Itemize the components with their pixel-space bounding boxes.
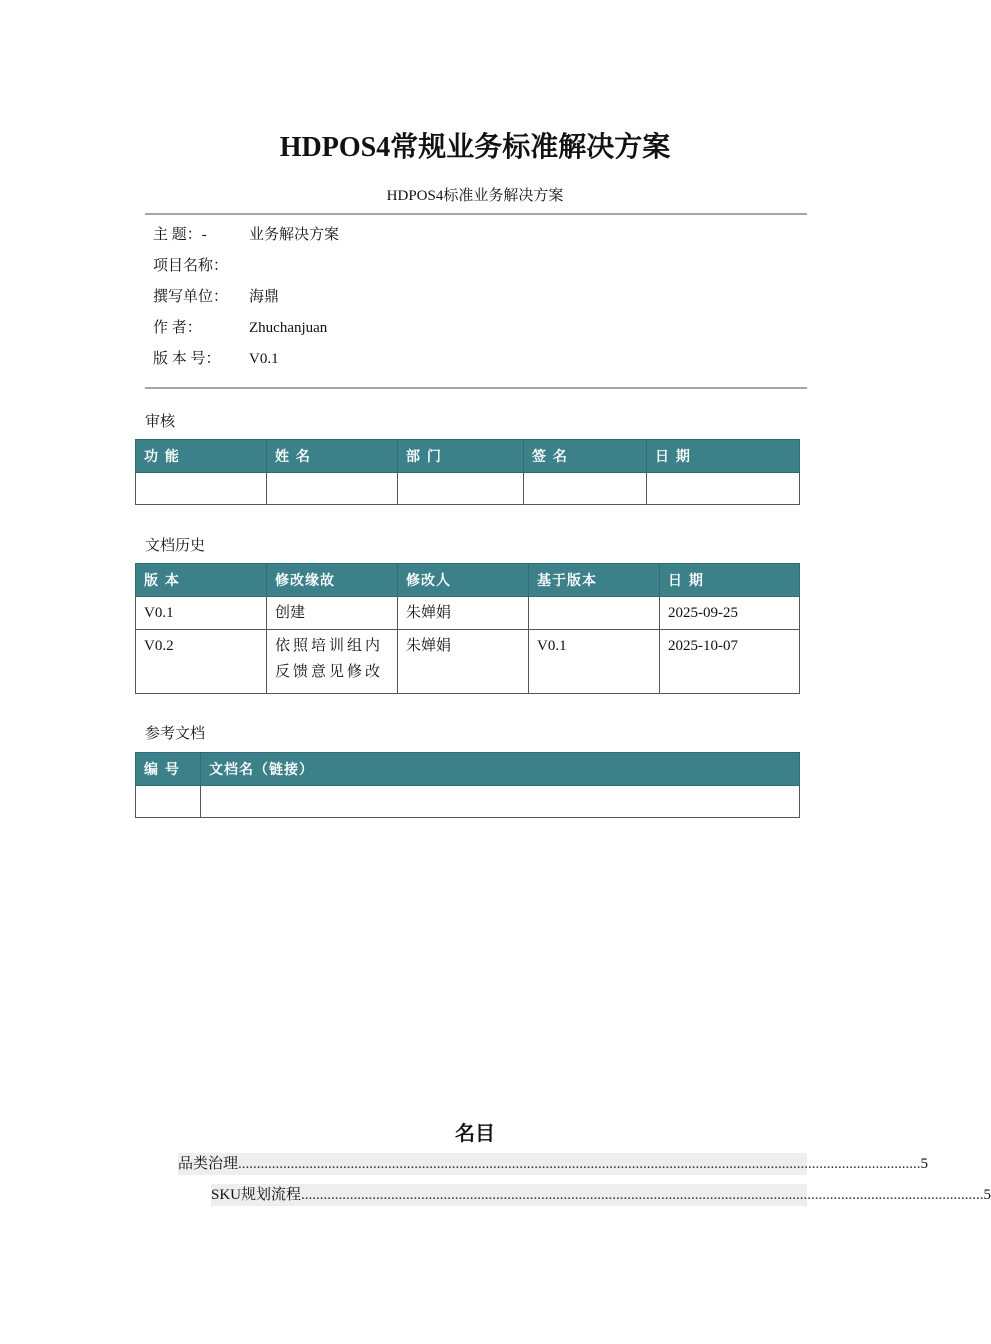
meta-row-version: [145, 344, 807, 375]
column-header: 基于版本: [529, 564, 660, 597]
column-header: 签 名: [524, 440, 647, 473]
column-header: 修改缘故: [267, 564, 398, 597]
table-header-row: [136, 753, 800, 786]
column-header: 修改人: [398, 564, 529, 597]
toc-title: 名目: [455, 1121, 495, 1145]
table-cell: V0.1: [529, 630, 660, 694]
meta-value: 业务解决方案: [249, 227, 340, 243]
references-section-label: 参考文档: [145, 726, 206, 742]
table-row: [136, 597, 800, 630]
meta-value: V0.1: [249, 351, 279, 367]
column-header: 姓 名: [267, 440, 398, 473]
column-header: 功 能: [136, 440, 267, 473]
toc-entry-text: SKU规划流程: [211, 1187, 302, 1203]
toc-leader: ......................................................................................................................................................................................: [238, 1156, 921, 1172]
table-cell: 朱婵娟: [398, 597, 529, 630]
table-header-row: [136, 564, 800, 597]
meta-block: [145, 213, 807, 389]
meta-label: 作 者：: [153, 320, 202, 336]
table-row: [136, 473, 800, 505]
column-header: 编 号: [136, 753, 201, 786]
table-cell: 创建: [267, 597, 398, 630]
meta-row-organization: [145, 282, 807, 313]
column-header: 日 期: [647, 440, 800, 473]
table-cell: [529, 597, 660, 630]
meta-row-project: [145, 251, 807, 282]
toc-entry[interactable]: [178, 1153, 929, 1175]
table-header-row: [136, 440, 800, 473]
toc-entry[interactable]: [211, 1184, 991, 1206]
document-title: HDPOS4常规业务标准解决方案: [279, 132, 671, 163]
history-section-label: 文档历史: [145, 538, 206, 554]
meta-row-subject: [145, 220, 807, 251]
table-cell: 朱婵娟: [398, 630, 529, 694]
table-cell: [201, 786, 800, 818]
table-cell: [647, 473, 800, 505]
toc-entry-text: 品类治理: [178, 1156, 239, 1172]
table-cell: 2025-09-25: [660, 597, 800, 630]
column-header: 部 门: [398, 440, 524, 473]
review-section-label: 审核: [145, 414, 176, 430]
history-table: [135, 563, 800, 694]
table-cell: 依照培训组内反馈意见修改: [267, 630, 398, 694]
table-cell: [267, 473, 398, 505]
column-header: 日 期: [660, 564, 800, 597]
table-cell: [136, 786, 201, 818]
meta-label: 版 本 号：: [153, 351, 221, 367]
meta-value: Zhuchanjuan: [249, 320, 328, 336]
table-row: [136, 786, 800, 818]
references-table: [135, 752, 800, 818]
table-cell: 2025-10-07: [660, 630, 800, 694]
toc-page-number: 5: [920, 1156, 929, 1172]
toc-page-number: 5: [983, 1187, 991, 1203]
review-table: [135, 439, 800, 505]
meta-value: [249, 251, 807, 282]
table-cell: V0.2: [136, 630, 267, 694]
table-cell: [398, 473, 524, 505]
meta-label: 项目名称：: [153, 258, 229, 274]
document-subtitle: HDPOS4标准业务解决方案: [386, 188, 564, 204]
table-cell: V0.1: [136, 597, 267, 630]
meta-label: 撰写单位：: [153, 289, 229, 305]
toc-leader: ......................................................................................................................................................................................: [301, 1187, 984, 1203]
meta-value: 海鼎: [249, 289, 280, 305]
meta-label: 主 题：-: [153, 227, 207, 243]
meta-row-author: [145, 313, 807, 344]
table-cell: [524, 473, 647, 505]
column-header: 版 本: [136, 564, 267, 597]
column-header: 文档名（链接）: [201, 753, 800, 786]
table-cell: [136, 473, 267, 505]
table-row: [136, 630, 800, 694]
